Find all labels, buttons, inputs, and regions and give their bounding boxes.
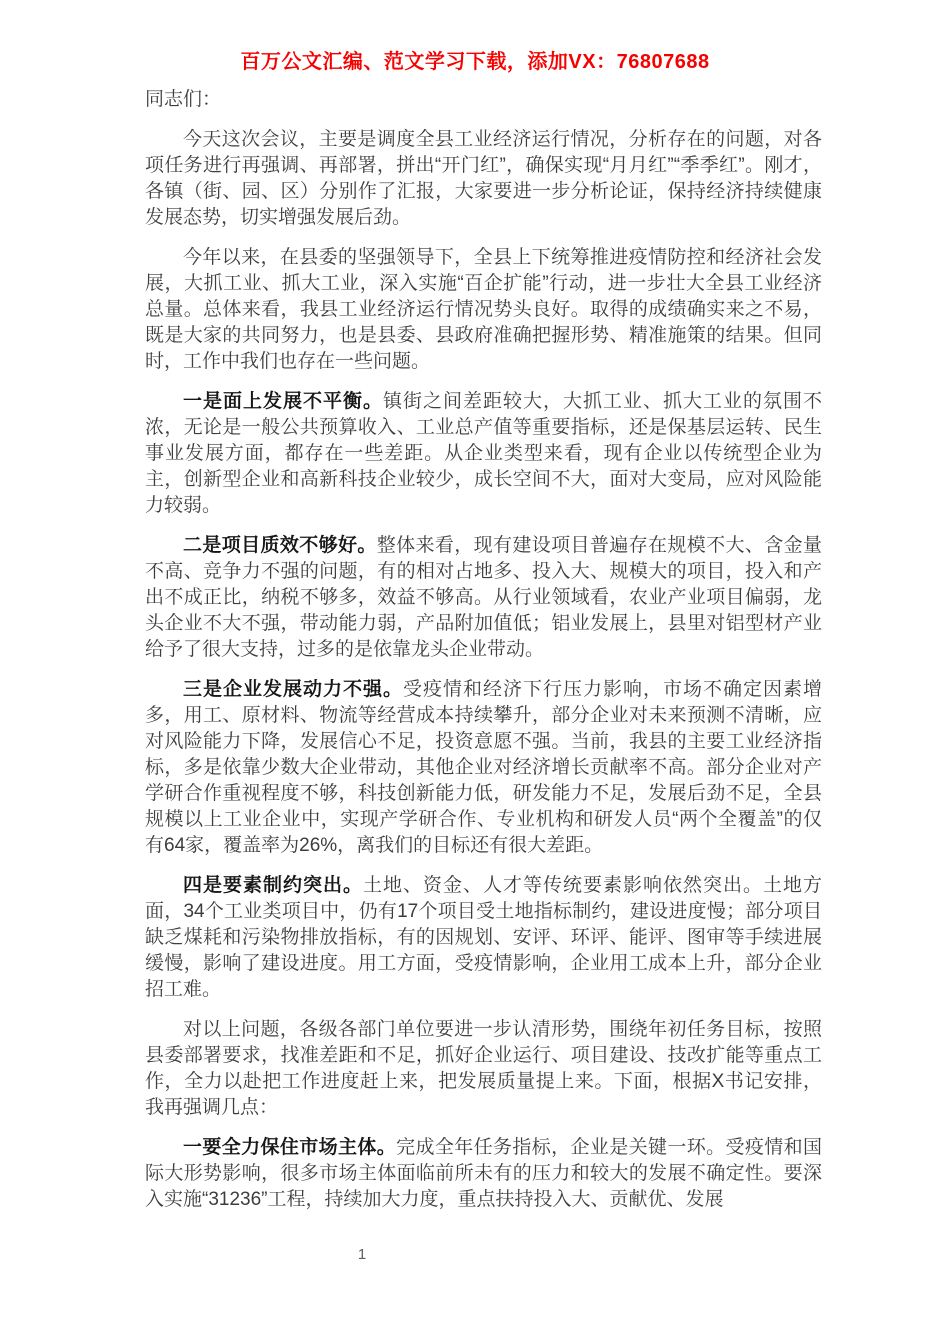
- paragraph-problem-1: [145, 389, 822, 519]
- salutation: 同志们：: [145, 89, 222, 110]
- page-number: 1: [357, 1246, 367, 1263]
- paragraph-text: 受疫情和经济下行压力影响，市场不确定因素增多，用工、原材料、物流等经营成本持续攀升，部分企业对未来预测不清晰，应对风险能力下降，发展信心不足，投资意愿不强。当前，我县的主要工业经济指标，多是依靠少数大企业带动，其他企业对经济增长贡献率不高。部分企业对产学研合作重视程度不够，科技创新能力低，研发能力不足，发展后劲不足，全县规模以上工业企业中，实现产学研合作、专业机构和研发人员“两个全覆盖”的仅有64家，覆盖率为26%，离我们的目标还有很大差距。: [145, 679, 822, 856]
- paragraph-overview: [145, 245, 822, 375]
- paragraph-intro: [145, 127, 822, 231]
- document-body: [145, 87, 822, 1227]
- paragraph-text: 整体来看，现有建设项目普遍存在规模不大、含金量不高、竞争力不强的问题，有的相对占地多、投入大、规模大的项目，投入和产出不成正比，纳税不够多，效益不够高。从行业领域看，农业产业项目偏弱，龙头企业不大不强，带动能力弱，产品附加值低；铝业发展上，县里对铝型材产业给予了很大支持，过多的是依靠龙头企业带动。: [145, 535, 822, 660]
- paragraph-text: 对以上问题，各级各部门单位要进一步认清形势，围绕年初任务目标，按照县委部署要求，找准差距和不足，抓好企业运行、项目建设、技改扩能等重点工作，全力以赴把工作进度赶上来，把发展质量提上来。下面，根据X书记安排，我再强调几点：: [145, 1019, 822, 1118]
- paragraph-requirement-1: [145, 1135, 822, 1213]
- paragraph-text: 今天这次会议，主要是调度全县工业经济运行情况，分析存在的问题，对各项任务进行再强调、再部署，拼出“开门红”，确保实现“月月红”“季季红”。刚才，各镇（街、园、区）分别作了汇报，大家要进一步分析论证，保持经济持续健康发展态势，切实增强发展后劲。: [145, 129, 822, 228]
- paragraph-problem-2: [145, 533, 822, 663]
- paragraph-text: 镇街之间差距较大，大抓工业、抓大工业的氛围不浓，无论是一般公共预算收入、工业总产值等重要指标，还是保基层运转、民生事业发展方面，都存在一些差距。从企业类型来看，现有企业以传统型企业为主，创新型企业和高新科技企业较少，成长空间不大，面对大变局，应对风险能力较弱。: [145, 391, 822, 516]
- paragraph-lead: 三是企业发展动力不强。: [183, 679, 403, 700]
- paragraph-problem-3: [145, 677, 822, 859]
- paragraph-lead: 二是项目质效不够好。: [183, 535, 377, 556]
- paragraph-text: 完成全年任务指标，企业是关键一环。受疫情和国际大形势影响，很多市场主体面临前所未有的压力和较大的发展不确定性。要深入实施“31236”工程，持续加大力度，重点扶持投入大、贡献优、发展: [145, 1137, 822, 1210]
- paragraph-text: 今年以来，在县委的坚强领导下，全县上下统筹推进疫情防控和经济社会发展，大抓工业、抓大工业，深入实施“百企扩能”行动，进一步壮大全县工业经济总量。总体来看，我县工业经济运行情况势头良好。取得的成绩确实来之不易，既是大家的共同努力，也是县委、县政府准确把握形势、精准施策的结果。但同时，工作中我们也存在一些问题。: [145, 247, 822, 372]
- header-notice: 百万公文汇编、范文学习下载，添加VX：76807688: [240, 51, 710, 73]
- paragraph-lead: 一是面上发展不平衡。: [183, 391, 383, 412]
- paragraph-lead: 四是要素制约突出。: [183, 875, 363, 896]
- paragraph-lead: 一要全力保住市场主体。: [183, 1137, 397, 1158]
- paragraph-problem-4: [145, 873, 822, 1003]
- paragraph-transition: [145, 1017, 822, 1121]
- paragraph-text: 土地、资金、人才等传统要素影响依然突出。土地方面，34个工业类项目中，仍有17个项目受土地指标制约，建设进度慢；部分项目缺乏煤耗和污染物排放指标，有的因规划、安评、环评、能评、图审等手续进展缓慢，影响了建设进度。用工方面，受疫情影响，企业用工成本上升，部分企业招工难。: [145, 875, 822, 1000]
